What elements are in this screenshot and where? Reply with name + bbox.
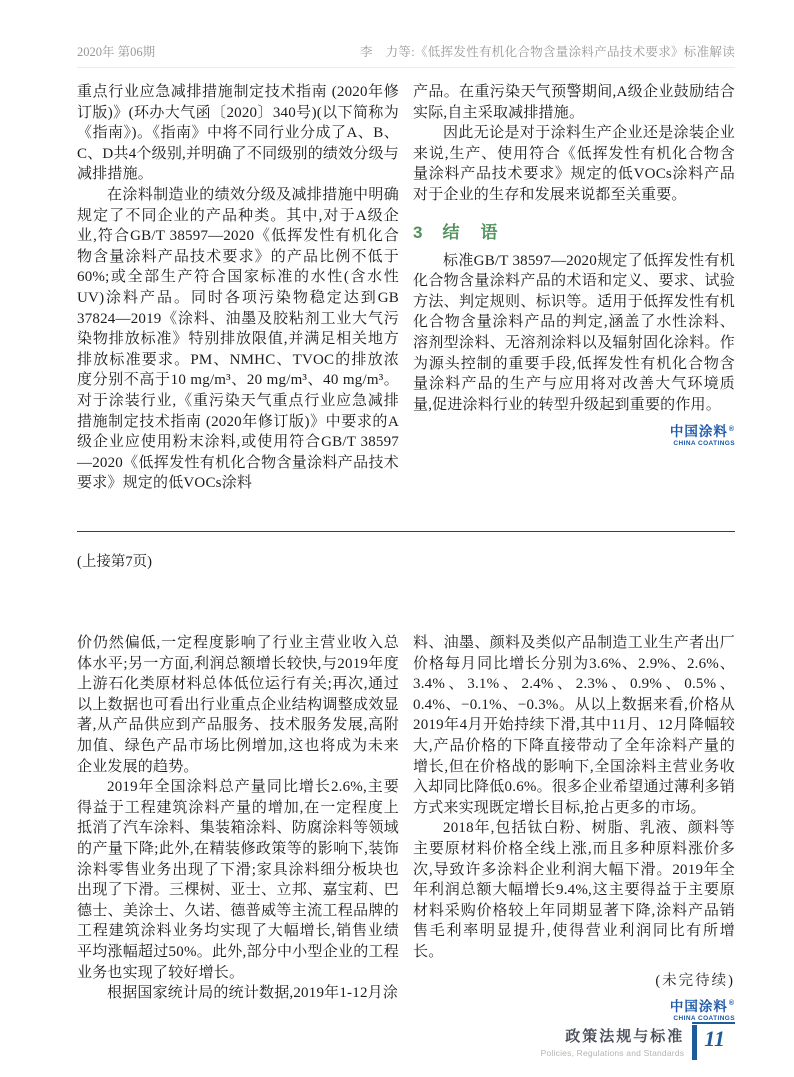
footer-section-cn: 政策法规与标准 — [565, 1027, 685, 1045]
logo-english-name: CHINA COATINGS — [673, 1014, 735, 1022]
paragraph: 2019年全国涂料总产量同比增长2.6%,主要得益于工程建筑涂料产量的增加,在一定程度上抵消了汽车涂料、集装箱涂料、防腐涂料等领域的产量下降;此外,在精装修政策等的影响下,装饰涂料零售业务出现了下滑;家具涂料细分板块也出现了下滑。三棵树、亚士、立邦、嘉宝莉、巴德士、美涂士、久诺、德普威等主流工程品牌的工程建筑涂料业务均实现了大幅增长,销售业绩平均涨幅超过50%。此外,部分中小型企业的工程业务也实现了较好增长。 — [77, 779, 399, 981]
registered-trademark-icon: ® — [728, 425, 735, 433]
logo-english-name: CHINA COATINGS — [673, 440, 735, 448]
article-bottom-left-column — [77, 633, 399, 1022]
logo-chinese-name — [413, 1000, 735, 1014]
registered-trademark-icon: ® — [728, 1000, 735, 1007]
page-footer — [541, 1022, 735, 1060]
article-top — [77, 82, 735, 494]
footer-section-label — [541, 1025, 685, 1058]
running-head — [77, 42, 735, 68]
china-coatings-logo — [413, 1000, 735, 1023]
section-number: 3 — [413, 222, 425, 242]
page-number: 11 — [692, 1025, 735, 1060]
paragraph: 在涂料制造业的绩效分级及减排措施中明确规定了不同企业的产品种类。其中,对于A级企业,符合GB/T 38597—2020《低挥发性有机化合物含量涂料产品技术要求》的产品比例不低于60%;或全部生产符合国家标准的水性(含水性UV)涂料产品。同时各项污染物稳定达到GB 37824—2019《涂料、油墨及胶粘剂工业大气污染物排放标准》特别排放限值,并满足相关地方排放标准要求。PM、NMHC、TVOC的排放浓度分别不高于10 mg/m³、20 mg/m³、40 mg/m³。对于涂装行业,《重污染天气重点行业应急减排措施制定技术指南 (2020年修订版)》中要求的A级企业应使用粉末涂料,或使用符合GB/T 38597—2020《低挥发性有机化合物含量涂料产品技术要求》规定的低VOCs涂料 — [77, 186, 399, 492]
logo-text-cn: 中国涂料 — [669, 424, 728, 440]
section-title: 结 语 — [442, 222, 500, 242]
page-number-bracket — [692, 1022, 735, 1060]
article-bottom-right-column — [413, 633, 735, 1022]
to-be-continued-note: (未完待续) — [655, 972, 735, 989]
article-top-left-column — [77, 82, 399, 494]
paragraph: 根据国家统计局的统计数据,2019年1-12月涂 — [107, 985, 399, 1002]
article-bottom — [77, 633, 735, 1022]
continued-from-note: (上接第7页) — [77, 554, 152, 570]
issue-info: 2020年 第06期 — [77, 45, 156, 59]
footer-section-en: Policies, Regulations and Standards — [540, 1047, 685, 1058]
paragraph: 价仍然偏低,一定程度影响了行业主营业收入总体水平;另一方面,利润总额增长较快,与2019年度上游石化类原材料总体低位运行有关;再次,通过以上数据也可看出行业重点企业结构调整成效显著,从产品供应到产品服务、技术服务发展,高附加值、绿色产品市场比例增加,这也将成为未来企业发展的趋势。 — [77, 635, 399, 775]
running-title: 李 力等:《低挥发性有机化合物含量涂料产品技术要求》标准解读 — [360, 45, 735, 59]
paragraph: 2018年,包括钛白粉、树脂、乳液、颜料等主要原材料价格全线上涨,而且多种原料涨价多次,导致许多涂料企业利润大幅下滑。2019年全年利润总额大幅增长9.4%,这主要得益于主要原材料采购价格较上年同期显著下降,涂料产品销售毛利率明显提升,使得营业利润同比有所增长。 — [413, 820, 735, 960]
section-heading-conclusion — [413, 218, 735, 243]
logo-text-cn: 中国涂料 — [669, 998, 728, 1014]
paragraph: 重点行业应急减排措施制定技术指南 (2020年修订版)》(环办大气函〔2020〕340号)(以下简称为《指南》)。《指南》中将不同行业分成了A、B、C、D共4个级别,并明确了不同级别的绩效分级与减排措施。 — [77, 84, 399, 183]
article-top-right-column — [413, 82, 735, 494]
paragraph: 产品。在重污染天气预警期间,A级企业鼓励结合实际,自主采取减排措施。 — [413, 84, 735, 121]
logo-chinese-name — [413, 425, 735, 439]
article-divider-rule — [77, 531, 735, 532]
paragraph: 料、油墨、颜料及类似产品制造工业生产者出厂价格每月同比增长分别为3.6%、2.9%、2.6%、3.4%、3.1%、2.4%、2.3%、0.9%、0.5%、0.4%、−0.1%、−0.3%。从以上数据来看,价格从2019年4月开始持续下滑,其中11月、12月降幅较大,产品价格的下降直接带动了全年涂料产量的增长,但在价格战的影响下,全国涂料主营业务收入却同比降低0.6%。很多企业希望通过薄利多销方式来实现既定增长目标,抢占更多的市场。 — [413, 635, 735, 816]
china-coatings-logo — [413, 425, 735, 448]
paragraph: 标准GB/T 38597—2020规定了低挥发性有机化合物含量涂料产品的术语和定义、要求、试验方法、判定规则、标识等。适用于低挥发性有机化合物含量涂料产品的判定,涵盖了水性涂料、溶剂型涂料、无溶剂涂料以及辐射固化涂料。作为源头控制的重要手段,低挥发性有机化合物含量涂料产品的生产与应用将对改善大气环境质量,促进涂料行业的转型升级起到重要的作用。 — [413, 252, 735, 413]
paragraph: 因此无论是对于涂料生产企业还是涂装企业来说,生产、使用符合《低挥发性有机化合物含量涂料产品技术要求》规定的低VOCs涂料产品对于企业的生存和发展来说都至关重要。 — [413, 125, 735, 203]
